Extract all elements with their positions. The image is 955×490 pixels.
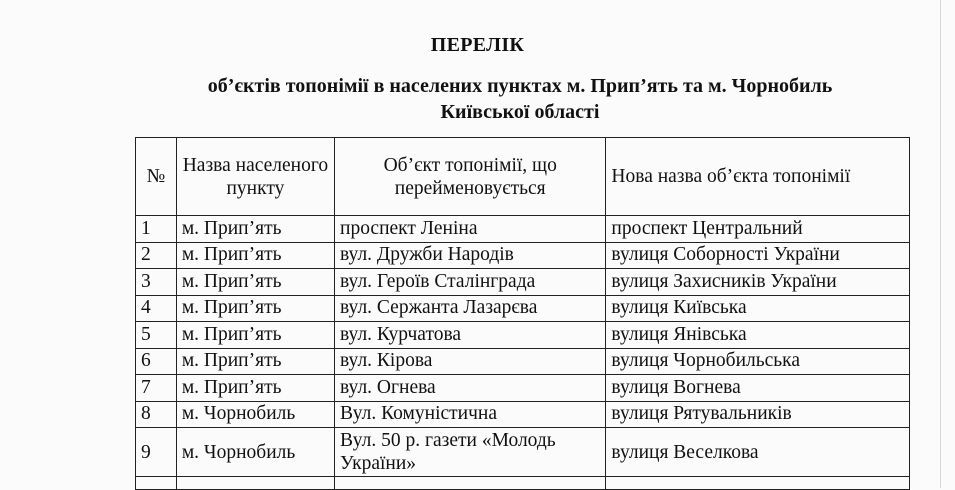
row-new-name: вулиця Янівська — [606, 322, 910, 349]
row-settlement: м. Прип’ять — [176, 216, 334, 243]
row-number: 3 — [136, 269, 177, 296]
row-settlement: м. Прип’ять — [176, 242, 334, 269]
table-row — [136, 242, 910, 269]
row-settlement: м. Прип’ять — [176, 348, 334, 375]
row-settlement: м. Прип’ять — [176, 295, 334, 322]
row-old-name: вул. Кірова — [335, 348, 606, 375]
document-subtitle — [0, 73, 955, 125]
row-old-name: вул. Героїв Сталінграда — [335, 269, 606, 296]
header-settlement: Назва населеного пункту — [176, 138, 334, 216]
table-row — [136, 269, 910, 296]
row-new-name: вулиця Рятувальників — [606, 401, 910, 428]
row-old-name: вул. Огнева — [335, 375, 606, 402]
row-new-name: вулиця Київська — [606, 295, 910, 322]
row-number: 6 — [136, 348, 177, 375]
header-old-name: Об’єкт топонімії, що перейменовується — [335, 138, 606, 216]
row-old-name: Вул. Комуністична — [335, 401, 606, 428]
header-new-name: Нова назва об’єкта топонімії — [606, 138, 910, 216]
table-row — [136, 401, 910, 428]
row-old-name: проспект Леніна — [335, 216, 606, 243]
table-row — [136, 348, 910, 375]
subtitle-line-1: об’єктів топонімії в населених пунктах м. Прип’ять та м. Чорнобиль — [207, 75, 833, 97]
row-number: 9 — [136, 428, 177, 477]
row-settlement: м. Чорнобиль — [176, 428, 334, 477]
row-number: 7 — [136, 375, 177, 402]
header-number: № — [136, 138, 177, 216]
row-number: 2 — [136, 242, 177, 269]
row-number: 8 — [136, 401, 177, 428]
row-number: 5 — [136, 322, 177, 349]
row-settlement: м. Чорнобиль — [176, 401, 334, 428]
table-header-row — [136, 138, 910, 216]
row-number: 1 — [136, 216, 177, 243]
table-row — [136, 216, 910, 243]
table-row — [136, 428, 910, 477]
row-old-name: Вул. 50 р. газети «Молодь України» — [335, 428, 606, 477]
table-row — [136, 322, 910, 349]
row-new-name: вулиця Соборності України — [606, 242, 910, 269]
row-new-name: вулиця Чорнобильська — [606, 348, 910, 375]
row-old-name: вул. Сержанта Лазарєва — [335, 295, 606, 322]
row-settlement: м. Прип’ять — [176, 322, 334, 349]
table-row — [136, 375, 910, 402]
row-old-name: вул. Дружби Народів — [335, 242, 606, 269]
row-settlement: м. Прип’ять — [176, 375, 334, 402]
row-new-name: проспект Центральний — [606, 216, 910, 243]
table-row — [136, 295, 910, 322]
subtitle-line-2: Київської області — [440, 101, 600, 123]
row-number: 4 — [136, 295, 177, 322]
row-new-name: вулиця Вогнева — [606, 375, 910, 402]
document-title: ПЕРЕЛІК — [430, 34, 525, 56]
row-new-name: вулиця Захисників України — [606, 269, 910, 296]
row-old-name: вул. Курчатова — [335, 322, 606, 349]
row-new-name: вулиця Веселкова — [606, 428, 910, 477]
row-settlement: м. Прип’ять — [176, 269, 334, 296]
toponymy-table — [135, 137, 910, 490]
